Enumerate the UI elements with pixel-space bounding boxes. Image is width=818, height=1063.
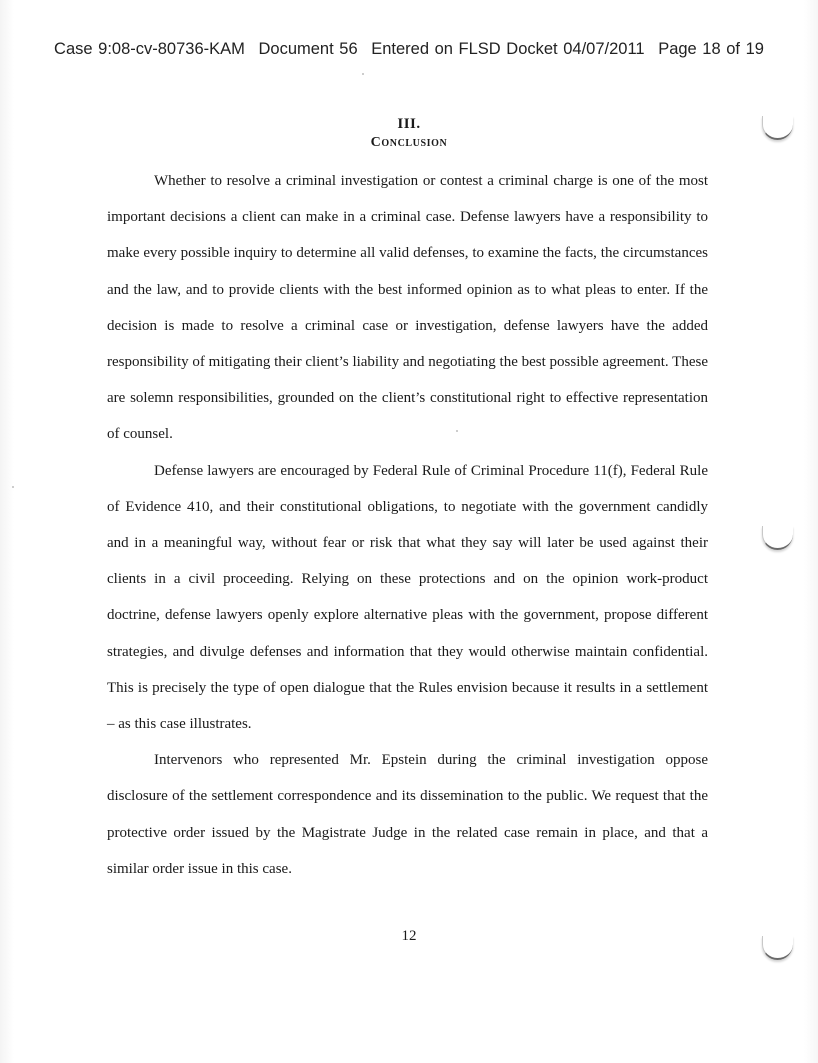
docket-header	[0, 40, 818, 59]
section-title: Conclusion	[370, 135, 448, 150]
header-document-number: Document 56	[258, 40, 358, 58]
scan-speck	[362, 73, 364, 75]
scan-speck	[456, 430, 458, 432]
scan-speck	[12, 486, 14, 488]
section-number: III.	[397, 116, 421, 132]
header-page-count: Page 18 of 19	[658, 40, 764, 58]
paragraph-3: Intervenors who represented Mr. Epstein during the criminal investigation oppose disclosure of the settlement correspondence and its dissemination to the public. We request that the protective order issued by the Magistrate Judge in the related case remain in place, and that a similar order issue in this case.	[107, 752, 708, 877]
body-text	[107, 163, 708, 887]
header-entered-date: Entered on FLSD Docket 04/07/2011	[371, 40, 645, 58]
paragraph-1: Whether to resolve a criminal investigation or contest a criminal charge is one of the most important decisions a client can make in a criminal case. Defense lawyers have a responsibility to make every possible inquiry to determine all valid defenses, to examine the facts, the circumstances and the law, and to provide clients with the best informed opinion as to what pleas to enter. If the decision is made to resolve a criminal case or investigation, defense lawyers have the added responsibility of mitigating their client’s liability and negotiating the best possible agreement. These are solemn responsibilities, grounded on the client’s constitutional right to effective representation of counsel.	[107, 173, 708, 443]
page-number: 12	[401, 928, 417, 944]
header-case-number: Case 9:08-cv-80736-KAM	[54, 40, 245, 58]
paragraph-2: Defense lawyers are encouraged by Federal Rule of Criminal Procedure 11(f), Federal Rule of Evidence 410, and their constitutional obligations, to negotiate with the government candidly and in a meaningful way, without fear or risk that what they say will later be used against their clients in a civil proceeding. Relying on these protections and on the opinion work-product doctrine, defense lawyers openly explore alternative pleas with the government, propose different strategies, and divulge defenses and information that they would otherwise maintain confidential. This is precisely the type of open dialogue that the Rules envision because it results in a settlement – as this case illustrates.	[107, 462, 708, 733]
